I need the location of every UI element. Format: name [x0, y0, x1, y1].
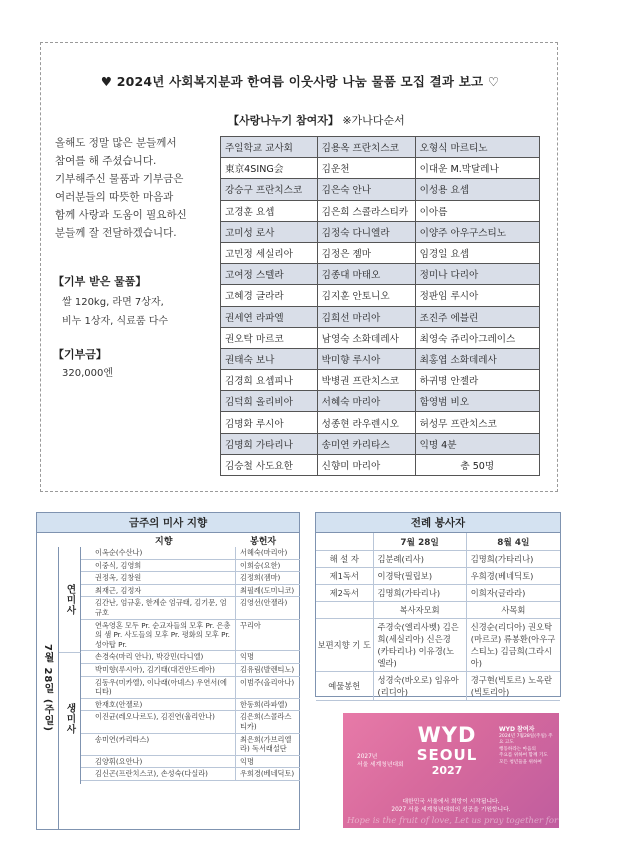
- liturgy-servers-box: [315, 512, 561, 697]
- server-date2: 경구현(빅토르) 노옥란(빅토리아): [470, 675, 552, 697]
- servers-date-header: [316, 533, 560, 551]
- participant-name: 허성무 프란치스코: [415, 412, 539, 433]
- goods-line: 비누 1상자, 식료품 다수: [62, 316, 169, 327]
- mass-column-headers: [37, 533, 299, 547]
- server-role: 제2독서: [316, 585, 374, 601]
- wyd-right-line: 2024년 7월28일(주일) 주요 고도: [499, 733, 553, 745]
- intention-offerer: 이희승(요한): [240, 560, 281, 570]
- intention-names: 박미향(루시아), 김기태(대건안드레아): [81, 664, 236, 676]
- participant-row: [221, 242, 540, 263]
- wyd-seoul-2027-banner: [343, 713, 633, 828]
- mass-date-cell: [37, 547, 59, 829]
- participant-name: 송미연 카리타스: [317, 433, 415, 454]
- wyd-right-line: 행동하라는 마음의: [499, 746, 536, 752]
- participant-name: 김경희 요셉피나: [221, 370, 318, 391]
- donated-goods-list: [62, 293, 168, 331]
- wyd-left-caption: [357, 753, 404, 769]
- wyd-bottom-caption: [343, 798, 559, 814]
- mass-intentions-rows: [81, 547, 300, 781]
- intention-names: 김양휘(요안나): [81, 756, 236, 768]
- server-date1: 복사자모회: [374, 602, 467, 618]
- participants-title: 【사랑나누기 참여자】: [228, 114, 339, 127]
- server-date1: 김명희(가타리나): [374, 585, 467, 601]
- participants-sort-note: ※가나다순서: [342, 114, 405, 127]
- wyd-logo-line2: SEOUL: [416, 746, 478, 764]
- participant-row: [221, 179, 540, 200]
- mass-intention-row: [81, 560, 300, 573]
- server-role: 해 설 자: [316, 551, 374, 567]
- mass-intention-row: [81, 711, 300, 733]
- intro-line: 기부해주신 물품과 기부금은: [55, 173, 184, 185]
- intention-offerer: 김유림(발렌티노): [240, 664, 295, 674]
- participant-name: 이양주 아우구스티노: [415, 221, 539, 242]
- intention-names: 한재호(안젤로): [81, 699, 236, 711]
- wyd-logo-line3: 2027: [431, 764, 463, 777]
- intention-names: 이진균(레오나르도), 김진연(율리안나): [81, 711, 236, 732]
- participant-name: 서혜숙 마리아: [317, 391, 415, 412]
- participant-name: 고미성 로사: [221, 221, 318, 242]
- server-date2: 신경순(리디아) 권오탁(마르코) 류봉환(아우구스티노) 김금희(그라시아): [470, 622, 556, 668]
- participant-name: 김은숙 안나: [317, 179, 415, 200]
- participant-name: 김운천: [317, 158, 415, 179]
- participant-name: 이성용 요셉: [415, 179, 539, 200]
- mass-date: 7월 28일 (주일): [42, 644, 53, 732]
- participant-name: 최영숙 쥬리아그레이스: [415, 327, 539, 348]
- participant-name: 임경일 요셉: [415, 242, 539, 263]
- intention-offerer: 최은희(가브리엘라) 독서래설단: [240, 734, 292, 754]
- server-row: [316, 602, 560, 619]
- wyd-right-line: 모든 청년들을 위하여: [499, 759, 542, 765]
- wyd-right-caption: [499, 727, 555, 766]
- intention-names: 최재근, 김정자: [81, 585, 236, 597]
- intention-offerer: 꾸리아: [240, 620, 261, 630]
- report-intro: [55, 134, 215, 242]
- participant-name: 고경훈 요셉: [221, 200, 318, 221]
- participant-name: 김정숙 다니엘라: [317, 221, 415, 242]
- server-row: [316, 551, 560, 568]
- participant-row: [221, 200, 540, 221]
- wyd-watermark: Hope is the fruit of love, Let us pray together for WYD Seoul 2027: [347, 816, 633, 826]
- server-date2: 김명희(가타리나): [470, 554, 534, 564]
- server-row: [316, 585, 560, 602]
- server-date2: 이희자(글라라): [470, 588, 526, 598]
- intention-names: 연옥영혼 모두 Pr. 순교자들의 모후 Pr. 은총의 샘 Pr. 사도들의 모후 Pr. 평화의 모후 Pr. 성아탑 Pr.: [81, 620, 236, 651]
- participant-name: 익명 4분: [415, 433, 539, 454]
- intro-line: 올해도 정말 많은 분들께서: [55, 137, 177, 149]
- participant-name: 김종대 마태오: [317, 264, 415, 285]
- participant-name: 고민정 세실리아: [221, 242, 318, 263]
- date-header-1: 7월 28일: [374, 533, 467, 550]
- intro-line: 분들께 잘 전달하겠습니다.: [55, 227, 177, 239]
- group-label-dead: 생미사: [64, 702, 76, 735]
- participants-heading: [228, 112, 405, 128]
- participant-row: [221, 221, 540, 242]
- participant-name: 신향미 마리아: [317, 454, 415, 475]
- intention-offerer: 익명: [240, 652, 254, 662]
- server-date2: 사목회: [501, 605, 526, 615]
- participant-row: [221, 137, 540, 158]
- participant-name: 강승구 프란치스코: [221, 179, 318, 200]
- server-role: 예물봉헌: [316, 672, 374, 700]
- participant-row: [221, 454, 540, 475]
- server-row: [316, 619, 560, 672]
- participant-name: 이아름: [415, 200, 539, 221]
- wyd-right-line: 주요를 위하여 함께 기도: [499, 753, 548, 758]
- server-row: [316, 672, 560, 701]
- server-date1: 주경숙(엘리사벳) 김은희(세실리아) 신은경(카타리나) 이유경(노엘라): [374, 619, 467, 671]
- intention-offerer: 김정희(젬마): [240, 573, 281, 583]
- donation-money-amount: 320,000엔: [62, 368, 114, 379]
- intention-offerer: 이범주(올리아나): [240, 677, 295, 687]
- participant-name: 이대운 M.막달레나: [415, 158, 539, 179]
- participant-name: 권오탁 마르코: [221, 327, 318, 348]
- intention-offerer: 김은희(스콜라스티카): [240, 712, 292, 731]
- wyd-right-title: WYD 참여자: [499, 726, 535, 733]
- wyd-bottom-line: 대한민국 서울에서 희망이 시작됩니다.: [402, 799, 500, 805]
- participant-row: [221, 158, 540, 179]
- role-header-cell: [316, 533, 374, 550]
- mass-intention-row: [81, 651, 300, 664]
- participant-name: 권태숙 보나: [221, 348, 318, 369]
- intention-names: 김동우(미카엘), 이나래(아녜스) 우연서(에디타): [81, 677, 236, 698]
- participant-name: 김명화 루시아: [221, 412, 318, 433]
- participant-row: [221, 264, 540, 285]
- server-role: 보편지향 기 도: [316, 619, 374, 671]
- participant-row: [221, 327, 540, 348]
- participant-name: 김정은 젬마: [317, 242, 415, 263]
- wyd-logo-line1: WYD: [417, 723, 477, 747]
- mass-intentions-box: [36, 512, 300, 830]
- intention-offerer: 우희경(베네딕토): [240, 769, 295, 779]
- mass-intention-row: [81, 756, 300, 769]
- intent-column-header: 지향: [155, 537, 173, 547]
- report-title: ♥ 2024년 사회복지분과 한여름 이웃사랑 나눔 물품 모집 결과 보고 ♡: [100, 74, 500, 89]
- participant-name: 성종현 라우렌시오: [317, 412, 415, 433]
- date-header-2: 8월 4일: [497, 538, 530, 548]
- participant-row: [221, 433, 540, 454]
- intention-names: 손경숙(마리 안나), 박강민(다니엘): [81, 651, 236, 663]
- participant-row: [221, 348, 540, 369]
- participant-row: [221, 306, 540, 327]
- participant-name: 김희선 마리아: [317, 306, 415, 327]
- wyd-bottom-line: 2027 서울 세계청년대회의 성공을 기원합니다.: [391, 807, 511, 813]
- participant-name: 김명희 가타리나: [221, 433, 318, 454]
- intro-line: 참여를 해 주셨습니다.: [55, 155, 157, 167]
- server-date1: 성경숙(바오로) 임유아(리디아): [374, 672, 467, 700]
- server-date2: 우희경(베네딕토): [470, 571, 534, 581]
- intention-names: 이중식, 김영희: [81, 560, 236, 572]
- group-cell-dead: [59, 653, 81, 784]
- server-role: 제1독서: [316, 568, 374, 584]
- participant-name: 하귀명 안젤라: [415, 370, 539, 391]
- intro-line: 함께 사랑과 도움이 필요하신: [55, 209, 187, 221]
- wyd-left-line: 서울 세계청년대회: [357, 762, 404, 768]
- participants-table: [220, 136, 540, 476]
- participant-name: 고혜경 글라라: [221, 285, 318, 306]
- intention-offerer: 최필례(도미니코): [240, 585, 295, 595]
- wyd-left-line: 2027년: [357, 754, 378, 760]
- server-role: [316, 602, 374, 618]
- server-row: [316, 568, 560, 585]
- participant-name: 東京4SING会: [221, 158, 318, 179]
- intro-line: 여러분들의 따뜻한 마음과: [55, 191, 174, 203]
- participant-name: 박병권 프란치스코: [317, 370, 415, 391]
- participant-name: 조진주 에블린: [415, 306, 539, 327]
- intention-offerer: 한동희(라파엘): [240, 699, 288, 709]
- mass-intention-row: [81, 597, 300, 619]
- mass-intention-row: [81, 677, 300, 699]
- participant-name: 고여정 스텔라: [221, 264, 318, 285]
- server-date1: 김분례(리사): [374, 551, 467, 567]
- intention-offerer: 익명: [240, 756, 254, 766]
- participant-name: 정미나 다리아: [415, 264, 539, 285]
- participant-name: 주일학교 교사회: [221, 137, 318, 158]
- mass-intention-row: [81, 620, 300, 652]
- participant-name: 박미향 루시아: [317, 348, 415, 369]
- mass-intention-row: [81, 572, 300, 585]
- mass-intention-row: [81, 734, 300, 756]
- servers-rows: [316, 551, 560, 701]
- participant-row: [221, 370, 540, 391]
- participant-name: 김덕희 올리비아: [221, 391, 318, 412]
- participant-name: 최홍엽 소화데레사: [415, 348, 539, 369]
- participant-name: 김은희 스콜라스티카: [317, 200, 415, 221]
- intention-offerer: 김영선(안젤라): [240, 598, 288, 608]
- participant-name: 김승철 사도요한: [221, 454, 318, 475]
- goods-line: 쌀 120kg, 라면 7상자,: [62, 297, 164, 308]
- mass-intention-row: [81, 664, 300, 677]
- intention-names: 김신곤(프란치스코), 손성숙(다실라): [81, 768, 236, 780]
- intention-names: 송미연(카리타스): [81, 734, 236, 755]
- participants-total: 총 50명: [415, 454, 539, 475]
- wyd-logo: [403, 725, 491, 776]
- mass-intention-row: [81, 585, 300, 598]
- intention-names: 이옥순(수산나): [81, 547, 236, 559]
- group-label-living: 연미사: [64, 583, 76, 616]
- participant-name: 정판임 루시아: [415, 285, 539, 306]
- donated-goods-heading: 【기부 받은 물품】: [53, 275, 147, 288]
- participant-name: 남영숙 소화데레사: [317, 327, 415, 348]
- group-cell-living: [59, 547, 81, 653]
- participant-row: [221, 391, 540, 412]
- mass-intentions-title: 금주의 미사 지향: [37, 513, 299, 533]
- participant-name: 함영범 비오: [415, 391, 539, 412]
- mass-intention-row: [81, 547, 300, 560]
- participant-name: 오형식 마르티노: [415, 137, 539, 158]
- liturgy-servers-title: 전례 봉사자: [316, 513, 560, 533]
- intention-offerer: 서혜숙(마리아): [240, 548, 288, 557]
- participant-name: 김용옥 프란치스코: [317, 137, 415, 158]
- participant-row: [221, 285, 540, 306]
- offerer-column-header: 봉헌자: [250, 537, 277, 547]
- mass-intention-row: [81, 768, 300, 781]
- intention-names: 권정옥, 김창원: [81, 572, 236, 584]
- participant-name: 김지훈 안토니오: [317, 285, 415, 306]
- participant-name: 권세연 라파엘: [221, 306, 318, 327]
- participant-row: [221, 412, 540, 433]
- server-date1: 이경탁(필립보): [374, 568, 467, 584]
- donation-money-heading: 【기부금】: [53, 348, 107, 361]
- intention-names: 김간난, 엄규훈, 한계순 엄규태, 김기문, 엄규호: [81, 597, 236, 618]
- mass-intention-row: [81, 699, 300, 712]
